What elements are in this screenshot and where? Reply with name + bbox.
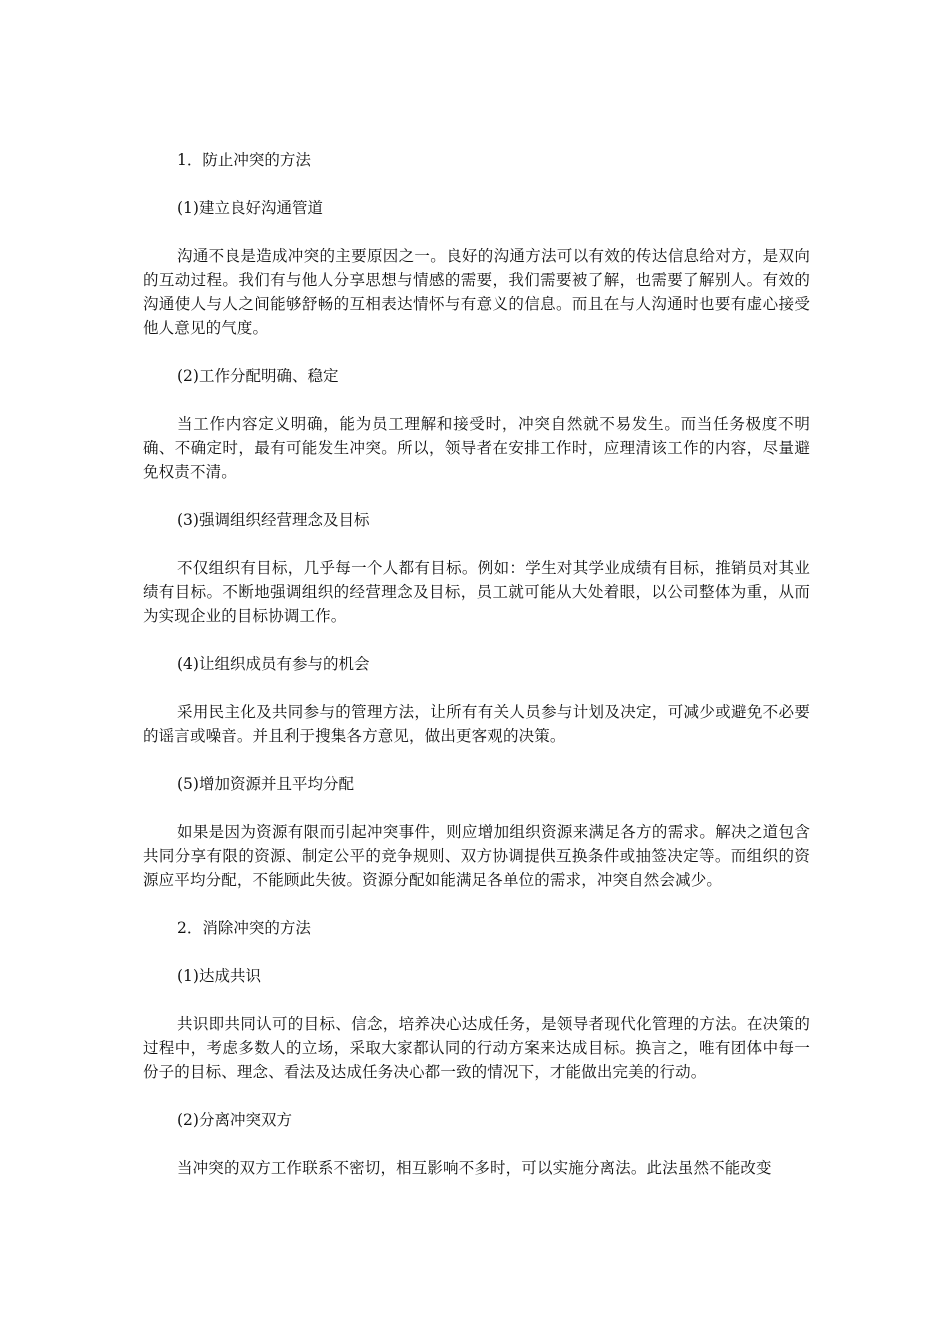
- section-1-item-1-paragraph: 沟通不良是造成冲突的主要原因之一。良好的沟通方法可以有效的传达信息给对方，是双向的互动过程。我们有与他人分享思想与情感的需要，我们需要被了解，也需要了解别人。有效的沟通使人与人之间能够舒畅的互相表达情怀与有意义的信息。而且在与人沟通时也要有虚心接受他人意见的气度。: [143, 247, 810, 337]
- section-1-item-2-paragraph: 当工作内容定义明确，能为员工理解和接受时，冲突自然就不易发生。而当任务极度不明确、不确定时，最有可能发生冲突。所以，领导者在安排工作时，应理清该工作的内容，尽量避免权责不清。: [143, 415, 810, 481]
- section-1-item-1-heading: (1)建立良好沟通管道: [177, 199, 323, 217]
- section-2-item-2-heading: (2)分离冲突双方: [177, 1111, 292, 1129]
- section-1-item-4-paragraph: 采用民主化及共同参与的管理方法，让所有有关人员参与计划及决定，可减少或避免不必要的谣言或噪音。并且利于搜集各方意见，做出更客观的决策。: [143, 703, 810, 745]
- section-1-item-5-paragraph: 如果是因为资源有限而引起冲突事件，则应增加组织资源来满足各方的需求。解决之道包含共同分享有限的资源、制定公平的竞争规则、双方协调提供互换条件或抽签决定等。而组织的资源应平均分配，不能顾此失彼。资源分配如能满足各单位的需求，冲突自然会减少。: [143, 823, 810, 889]
- section-1-title: 1．防止冲突的方法: [177, 151, 311, 169]
- section-1-item-3-paragraph: 不仅组织有目标，几乎每一个人都有目标。例如：学生对其学业成绩有目标，推销员对其业绩有目标。不断地强调组织的经营理念及目标，员工就可能从大处着眼，以公司整体为重，从而为实现企业的目标协调工作。: [143, 559, 810, 625]
- section-2-item-1-heading: (1)达成共识: [177, 967, 261, 985]
- section-1-item-3-heading: (3)强调组织经营理念及目标: [177, 511, 370, 529]
- section-1-item-4-heading: (4)让组织成员有参与的机会: [177, 655, 370, 673]
- section-2-item-1-paragraph: 共识即共同认可的目标、信念，培养决心达成任务，是领导者现代化管理的方法。在决策的过程中，考虑多数人的立场，采取大家都认同的行动方案来达成目标。换言之，唯有团体中每一份子的目标、理念、看法及达成任务决心都一致的情况下，才能做出完美的行动。: [143, 1015, 810, 1081]
- section-1-item-5-heading: (5)增加资源并且平均分配: [177, 775, 354, 793]
- document-body: [143, 148, 810, 1204]
- section-2-item-2-paragraph: 当冲突的双方工作联系不密切，相互影响不多时，可以实施分离法。此法虽然不能改变: [177, 1159, 772, 1177]
- section-1-item-2-heading: (2)工作分配明确、稳定: [177, 367, 339, 385]
- section-2-title: 2．消除冲突的方法: [177, 919, 311, 937]
